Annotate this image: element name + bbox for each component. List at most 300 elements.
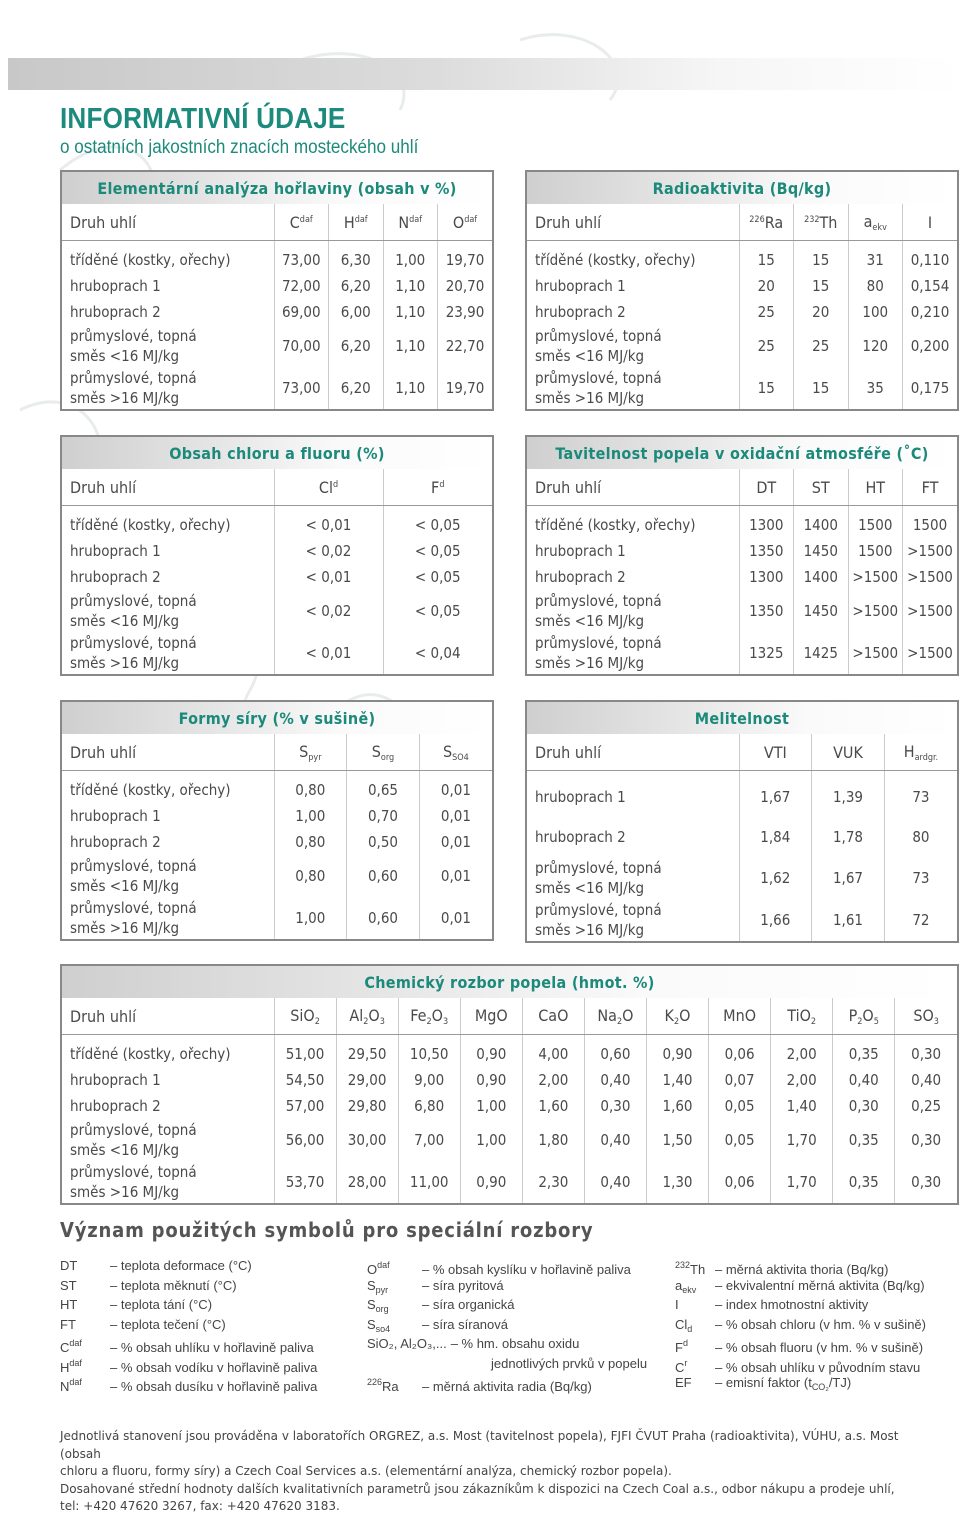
cell: 0,80	[274, 771, 347, 804]
legend-item	[367, 1256, 647, 1276]
page-title: INFORMATIVNÍ ÚDAJE	[60, 103, 346, 135]
row-label: průmyslové, topná směs >16 MJ/kg	[70, 369, 197, 407]
column-header: $N^{daf}$	[383, 204, 438, 241]
cell: 6,20	[329, 367, 384, 409]
column-header: $Na_2O$	[584, 998, 646, 1035]
table-title: Formy síry (% v sušině)	[62, 702, 492, 734]
column-header: MgO	[460, 998, 522, 1035]
cell: 72	[884, 899, 957, 941]
cell: 0,35	[833, 1035, 895, 1068]
cell: 0,90	[460, 1067, 522, 1093]
cell: 1,10	[383, 299, 438, 325]
cell: 69,00	[274, 299, 329, 325]
cell: 0,01	[419, 897, 492, 939]
cell: 1,00	[274, 803, 347, 829]
cell: >1500	[903, 590, 958, 632]
page-subtitle: o ostatních jakostních znacích mosteckého uhlí	[60, 137, 419, 158]
legend-item	[367, 1354, 647, 1374]
table-ash-chemical-analysis	[60, 964, 959, 1205]
legend-description: – síra pyritová	[422, 1277, 504, 1293]
table-row	[527, 367, 957, 409]
row-label: průmyslové, topná směs <16 MJ/kg	[535, 592, 662, 630]
table-row	[527, 241, 957, 274]
cell: 0,06	[709, 1035, 771, 1068]
table-row	[527, 564, 957, 590]
cell: 1,80	[522, 1119, 584, 1161]
cell: 1,40	[771, 1093, 833, 1119]
footer-note	[60, 1428, 940, 1516]
footer-line: Dosahované střední hodnoty dalších kvalitativních parametrů jsou zákazníkům k dispozici na Czech Coal a.s., odbor nákupu a prodeje uhlí,	[60, 1481, 895, 1496]
footer-line: chloru a fluoru, formy síry) a Czech Coal Services a.s. (elementární analýza, chemický rozbor popela).	[60, 1464, 672, 1478]
cell: 0,70	[347, 803, 420, 829]
row-label: průmyslové, topná směs <16 MJ/kg	[70, 1121, 197, 1159]
cell: >1500	[903, 538, 958, 564]
footer-line: Jednotlivá stanovení jsou prováděna v laboratořích ORGREZ, a.s. Most (tavitelnost popela), FJFI ČVUT Praha (radioaktivita), VÚHU, a.s. Most (obsah	[60, 1429, 899, 1461]
cell: < 0,01	[274, 564, 383, 590]
cell: 0,90	[646, 1035, 708, 1068]
row-label: průmyslové, topná směs >16 MJ/kg	[535, 634, 662, 672]
column-header: $Fe_2O_3$	[398, 998, 460, 1035]
row-label: tříděné (kostky, ořechy)	[70, 781, 231, 799]
cell: 0,01	[419, 829, 492, 855]
table-row	[527, 325, 957, 367]
cell: 0,07	[709, 1067, 771, 1093]
cell: 1,84	[739, 817, 812, 857]
table-row	[62, 1161, 957, 1203]
legend-item	[367, 1276, 647, 1296]
cell: 0,60	[584, 1035, 646, 1068]
cell: 15	[739, 367, 794, 409]
table-row	[62, 855, 492, 897]
table-row	[62, 538, 492, 564]
row-label: tříděné (kostky, ořechy)	[70, 1045, 231, 1063]
cell: 7,00	[398, 1119, 460, 1161]
legend-symbol: $H^{daf}$	[60, 1357, 82, 1375]
cell: 1,67	[739, 771, 812, 818]
column-header: SiO$_2$	[274, 998, 336, 1035]
table-row	[527, 899, 957, 941]
cell: 73	[884, 771, 957, 818]
legend-item	[367, 1295, 647, 1315]
legend-column-3	[675, 1256, 926, 1393]
column-header: Druh uhlí	[62, 469, 274, 506]
cell: 15	[739, 241, 794, 274]
cell: 120	[848, 325, 903, 367]
cell: < 0,01	[274, 632, 383, 674]
cell: 0,25	[895, 1093, 957, 1119]
cell: 0,90	[460, 1161, 522, 1203]
cell: 73,00	[274, 241, 329, 274]
cell: 9,00	[398, 1067, 460, 1093]
column-header: HT	[848, 469, 903, 506]
row-label: hruboprach 2	[535, 828, 626, 846]
table-title: Elementární analýza hořlaviny (obsah v %)	[62, 172, 492, 204]
table-elementary-analysis	[60, 170, 494, 411]
cell: 31	[848, 241, 903, 274]
row-label: hruboprach 2	[535, 568, 626, 586]
cell: 1500	[848, 506, 903, 539]
column-header: I	[903, 204, 958, 241]
cell: 0,05	[709, 1119, 771, 1161]
legend-item	[675, 1256, 926, 1276]
legend-item	[367, 1373, 647, 1393]
legend-item	[60, 1256, 317, 1276]
table-row	[62, 273, 492, 299]
cell: 1,60	[522, 1093, 584, 1119]
legend-item	[60, 1276, 317, 1296]
cell: >1500	[848, 632, 903, 674]
cell: 25	[739, 325, 794, 367]
legend-description: – teplota deformace (°C)	[110, 1258, 252, 1273]
legend-description: – % hm. obsahu oxidu	[450, 1336, 580, 1351]
cell: 57,00	[274, 1093, 336, 1119]
legend-item	[60, 1295, 317, 1315]
cell: 1,50	[646, 1119, 708, 1161]
row-label: hruboprach 1	[70, 277, 161, 295]
cell: 20	[794, 299, 849, 325]
legend-symbol: $S_{so4}$	[367, 1316, 391, 1334]
cell: 100	[848, 299, 903, 325]
column-header: $S_{SO4}$	[419, 734, 492, 771]
cell: 0,154	[903, 273, 958, 299]
column-header: VUK	[812, 734, 885, 771]
cell: 1500	[848, 538, 903, 564]
column-header: $^{232}$Th	[794, 204, 849, 241]
cell: 1300	[739, 564, 794, 590]
legend-item	[675, 1276, 926, 1296]
legend-symbol: $N^{daf}$	[60, 1377, 82, 1394]
legend-item	[60, 1354, 317, 1374]
cell: 0,40	[833, 1067, 895, 1093]
legend-item	[675, 1373, 926, 1393]
row-label: hruboprach 1	[535, 788, 626, 806]
legend-item	[675, 1315, 926, 1335]
legend-symbol: $F^d$	[675, 1338, 688, 1355]
footer-line: tel: +420 47620 3267, fax: +420 47620 3183.	[60, 1499, 340, 1513]
legend-item	[367, 1315, 647, 1335]
column-header: $S_{pyr}$	[274, 734, 347, 771]
cell: 0,60	[347, 855, 420, 897]
cell: 0,40	[895, 1067, 957, 1093]
cell: 1,67	[812, 857, 885, 899]
legend-symbol: $O^{daf}$	[367, 1260, 390, 1277]
cell: 25	[794, 325, 849, 367]
table-row	[62, 897, 492, 939]
cell: 1,61	[812, 899, 885, 941]
cell: 29,00	[336, 1067, 398, 1093]
cell: 51,00	[274, 1035, 336, 1068]
legend-symbol: HT	[60, 1297, 78, 1312]
legend-symbol: $C^{daf}$	[60, 1338, 82, 1355]
cell: 0,50	[347, 829, 420, 855]
column-header: ST	[794, 469, 849, 506]
column-header: Druh uhlí	[527, 469, 739, 506]
cell: 0,200	[903, 325, 958, 367]
legend-description: – % obsah chloru (v hm. % v sušině)	[715, 1316, 926, 1332]
header-bar	[8, 58, 960, 90]
cell: 20,70	[438, 273, 493, 299]
legend-description: – emisní faktor $(t_{CO_2}/TJ)$	[715, 1375, 852, 1392]
legend-symbol: SiO₂, Al₂O₃,...	[367, 1336, 447, 1351]
cell: 0,01	[419, 803, 492, 829]
table-sulfur-forms	[60, 700, 494, 941]
table-row	[62, 829, 492, 855]
row-label: tříděné (kostky, ořechy)	[535, 516, 696, 534]
table-row	[62, 1119, 957, 1161]
table-row	[62, 506, 492, 539]
cell: 1,39	[812, 771, 885, 818]
row-label: průmyslové, topná směs <16 MJ/kg	[535, 859, 662, 897]
row-label: hruboprach 1	[535, 542, 626, 560]
row-label: tříděné (kostky, ořechy)	[70, 516, 231, 534]
column-header: $P_2O_5$	[833, 998, 895, 1035]
cell: 1400	[794, 506, 849, 539]
cell: 0,35	[833, 1119, 895, 1161]
cell: < 0,05	[383, 506, 492, 539]
cell: 15	[794, 367, 849, 409]
cell: 0,30	[895, 1119, 957, 1161]
legend-symbol: EF	[675, 1375, 692, 1390]
row-label: průmyslové, topná směs >16 MJ/kg	[70, 634, 197, 672]
cell: 6,00	[329, 299, 384, 325]
cell: 1,60	[646, 1093, 708, 1119]
table-row	[62, 1035, 957, 1068]
table-title: Tavitelnost popela v oxidační atmosféře (˚C)	[527, 437, 957, 469]
legend-description: – % obsah dusíku v hořlavině paliva	[110, 1379, 318, 1394]
row-label: hruboprach 2	[70, 1097, 161, 1115]
cell: 6,80	[398, 1093, 460, 1119]
table-row	[62, 241, 492, 274]
legend-description: – % obsah vodíku v hořlavině paliva	[110, 1359, 318, 1375]
cell: 6,30	[329, 241, 384, 274]
cell: 1,78	[812, 817, 885, 857]
row-label: tříděné (kostky, ořechy)	[70, 251, 231, 269]
cell: >1500	[903, 564, 958, 590]
cell: 1,10	[383, 325, 438, 367]
cell: < 0,01	[274, 506, 383, 539]
column-header: DT	[739, 469, 794, 506]
cell: 1,00	[383, 241, 438, 274]
cell: 15	[794, 241, 849, 274]
column-header: $C^{daf}$	[274, 204, 329, 241]
row-label: průmyslové, topná směs <16 MJ/kg	[70, 592, 197, 630]
cell: 2,00	[771, 1067, 833, 1093]
table-row	[527, 590, 957, 632]
legend-description: – teplota měknutí (°C)	[110, 1277, 237, 1293]
table-row	[527, 273, 957, 299]
table-title: Obsah chloru a fluoru (%)	[62, 437, 492, 469]
row-label: průmyslové, topná směs <16 MJ/kg	[70, 857, 197, 895]
legend-item	[60, 1334, 317, 1354]
table-row	[62, 1067, 957, 1093]
column-header: MnO	[709, 998, 771, 1035]
legend-description: – index hmotnostní aktivity	[715, 1297, 869, 1312]
cell: 22,70	[438, 325, 493, 367]
legend-item	[367, 1334, 647, 1354]
legend-symbol: I	[675, 1297, 679, 1312]
cell: 28,00	[336, 1161, 398, 1203]
table-radioactivity	[525, 170, 959, 411]
cell: >1500	[848, 590, 903, 632]
row-label: průmyslové, topná směs <16 MJ/kg	[535, 327, 662, 365]
row-label: průmyslové, topná směs >16 MJ/kg	[70, 1163, 197, 1201]
legend-symbol: $a_{ekv}$	[675, 1277, 697, 1295]
table-row	[62, 564, 492, 590]
cell: 19,70	[438, 367, 493, 409]
row-label: hruboprach 1	[70, 1071, 161, 1089]
column-header: Cl$^d$	[274, 469, 383, 506]
cell: < 0,05	[383, 590, 492, 632]
cell: 56,00	[274, 1119, 336, 1161]
legend-symbol: $S_{pyr}$	[367, 1277, 389, 1295]
cell: 6,20	[329, 273, 384, 299]
cell: 72,00	[274, 273, 329, 299]
row-label: průmyslové, topná směs >16 MJ/kg	[535, 369, 662, 407]
row-label: hruboprach 2	[535, 303, 626, 321]
cell: 0,35	[833, 1161, 895, 1203]
cell: 1300	[739, 506, 794, 539]
legend-description: – síra síranová	[422, 1316, 508, 1332]
legend-symbol: $^{226}$Ra	[367, 1377, 399, 1394]
legend-title: Význam použitých symbolů pro speciální rozbory	[60, 1218, 594, 1242]
cell: 0,80	[274, 829, 347, 855]
column-header: Druh uhlí	[527, 734, 739, 771]
table-title: Melitelnost	[527, 702, 957, 734]
legend-item	[675, 1354, 926, 1374]
cell: 0,175	[903, 367, 958, 409]
cell: 11,00	[398, 1161, 460, 1203]
column-header: FT	[903, 469, 958, 506]
cell: 15	[794, 273, 849, 299]
cell: 73	[884, 857, 957, 899]
row-label: průmyslové, topná směs >16 MJ/kg	[535, 901, 662, 939]
column-header: $F^d$	[383, 469, 492, 506]
column-header: $H_{ardgr.}$	[884, 734, 957, 771]
cell: 6,20	[329, 325, 384, 367]
column-header: Druh uhlí	[62, 734, 274, 771]
row-label: průmyslové, topná směs >16 MJ/kg	[70, 899, 197, 937]
legend-item	[60, 1373, 317, 1393]
table-row	[62, 1093, 957, 1119]
table-title: Chemický rozbor popela (hmot. %)	[62, 966, 957, 998]
cell: 1450	[794, 590, 849, 632]
column-header: $H^{daf}$	[329, 204, 384, 241]
cell: 0,40	[584, 1161, 646, 1203]
legend-description: – % obsah uhlíku v hořlavině paliva	[110, 1340, 314, 1355]
legend-description: – síra organická	[422, 1297, 515, 1312]
table-row	[527, 506, 957, 539]
cell: 2,00	[522, 1067, 584, 1093]
legend-description: – % obsah fluoru (v hm. % v sušině)	[715, 1340, 924, 1355]
column-header: $K_2O$	[646, 998, 708, 1035]
table-row	[527, 771, 957, 818]
cell: 73,00	[274, 367, 329, 409]
column-header: $^{226}$Ra	[739, 204, 794, 241]
table-row	[527, 817, 957, 857]
cell: 0,30	[895, 1161, 957, 1203]
column-header: CaO	[522, 998, 584, 1035]
column-header: Druh uhlí	[62, 998, 274, 1035]
cell: 1350	[739, 538, 794, 564]
cell: 0,65	[347, 771, 420, 804]
legend-symbol: ST	[60, 1277, 77, 1293]
table-grindability	[525, 700, 959, 943]
cell: 0,90	[460, 1035, 522, 1068]
row-label: tříděné (kostky, ořechy)	[535, 251, 696, 269]
cell: 0,06	[709, 1161, 771, 1203]
cell: 0,80	[274, 855, 347, 897]
cell: 70,00	[274, 325, 329, 367]
legend-description: – ekvivalentní měrná aktivita (Bq/kg)	[715, 1277, 925, 1293]
row-label: hruboprach 1	[70, 542, 161, 560]
cell: 1450	[794, 538, 849, 564]
cell: 29,50	[336, 1035, 398, 1068]
cell: 1,10	[383, 367, 438, 409]
cell: 20	[739, 273, 794, 299]
legend-symbol: $Cl_d$	[675, 1316, 693, 1334]
legend-column-1	[60, 1256, 317, 1393]
legend-description: – teplota tání (°C)	[110, 1297, 213, 1312]
cell: 1,00	[460, 1119, 522, 1161]
table-title: Radioaktivita (Bq/kg)	[527, 172, 957, 204]
cell: 10,50	[398, 1035, 460, 1068]
cell: 0,01	[419, 771, 492, 804]
cell: 0,05	[709, 1093, 771, 1119]
legend-symbol: $^{232}$Th	[675, 1260, 706, 1277]
cell: 19,70	[438, 241, 493, 274]
cell: 0,110	[903, 241, 958, 274]
column-header: $S_{org}$	[347, 734, 420, 771]
cell: 0,30	[833, 1093, 895, 1119]
cell: >1500	[848, 564, 903, 590]
cell: 1,30	[646, 1161, 708, 1203]
legend-item	[675, 1334, 926, 1354]
cell: 4,00	[522, 1035, 584, 1068]
legend-symbol: FT	[60, 1316, 76, 1332]
cell: 80	[848, 273, 903, 299]
legend-description: – měrná aktivita radia (Bq/kg)	[422, 1379, 592, 1394]
legend-column-2	[367, 1256, 647, 1393]
table-row	[527, 857, 957, 899]
row-label: hruboprach 2	[70, 568, 161, 586]
cell: 0,40	[584, 1119, 646, 1161]
legend-item	[60, 1315, 317, 1335]
cell: 0,40	[584, 1067, 646, 1093]
table-row	[62, 325, 492, 367]
cell: 25	[739, 299, 794, 325]
cell: 30,00	[336, 1119, 398, 1161]
column-header: $SO_3$	[895, 998, 957, 1035]
cell: < 0,05	[383, 538, 492, 564]
cell: 1,70	[771, 1161, 833, 1203]
cell: >1500	[903, 632, 958, 674]
cell: 0,01	[419, 855, 492, 897]
row-label: hruboprach 2	[70, 833, 161, 851]
column-header: $a_{ekv}$	[848, 204, 903, 241]
table-row	[62, 299, 492, 325]
cell: 54,50	[274, 1067, 336, 1093]
row-label: hruboprach 1	[70, 807, 161, 825]
cell: 1,66	[739, 899, 812, 941]
cell: < 0,05	[383, 564, 492, 590]
cell: 35	[848, 367, 903, 409]
legend-symbol: $C^r$	[675, 1357, 688, 1375]
legend-item	[675, 1295, 926, 1315]
row-label: hruboprach 2	[70, 303, 161, 321]
column-header: VTI	[739, 734, 812, 771]
cell: 23,90	[438, 299, 493, 325]
cell: 1425	[794, 632, 849, 674]
